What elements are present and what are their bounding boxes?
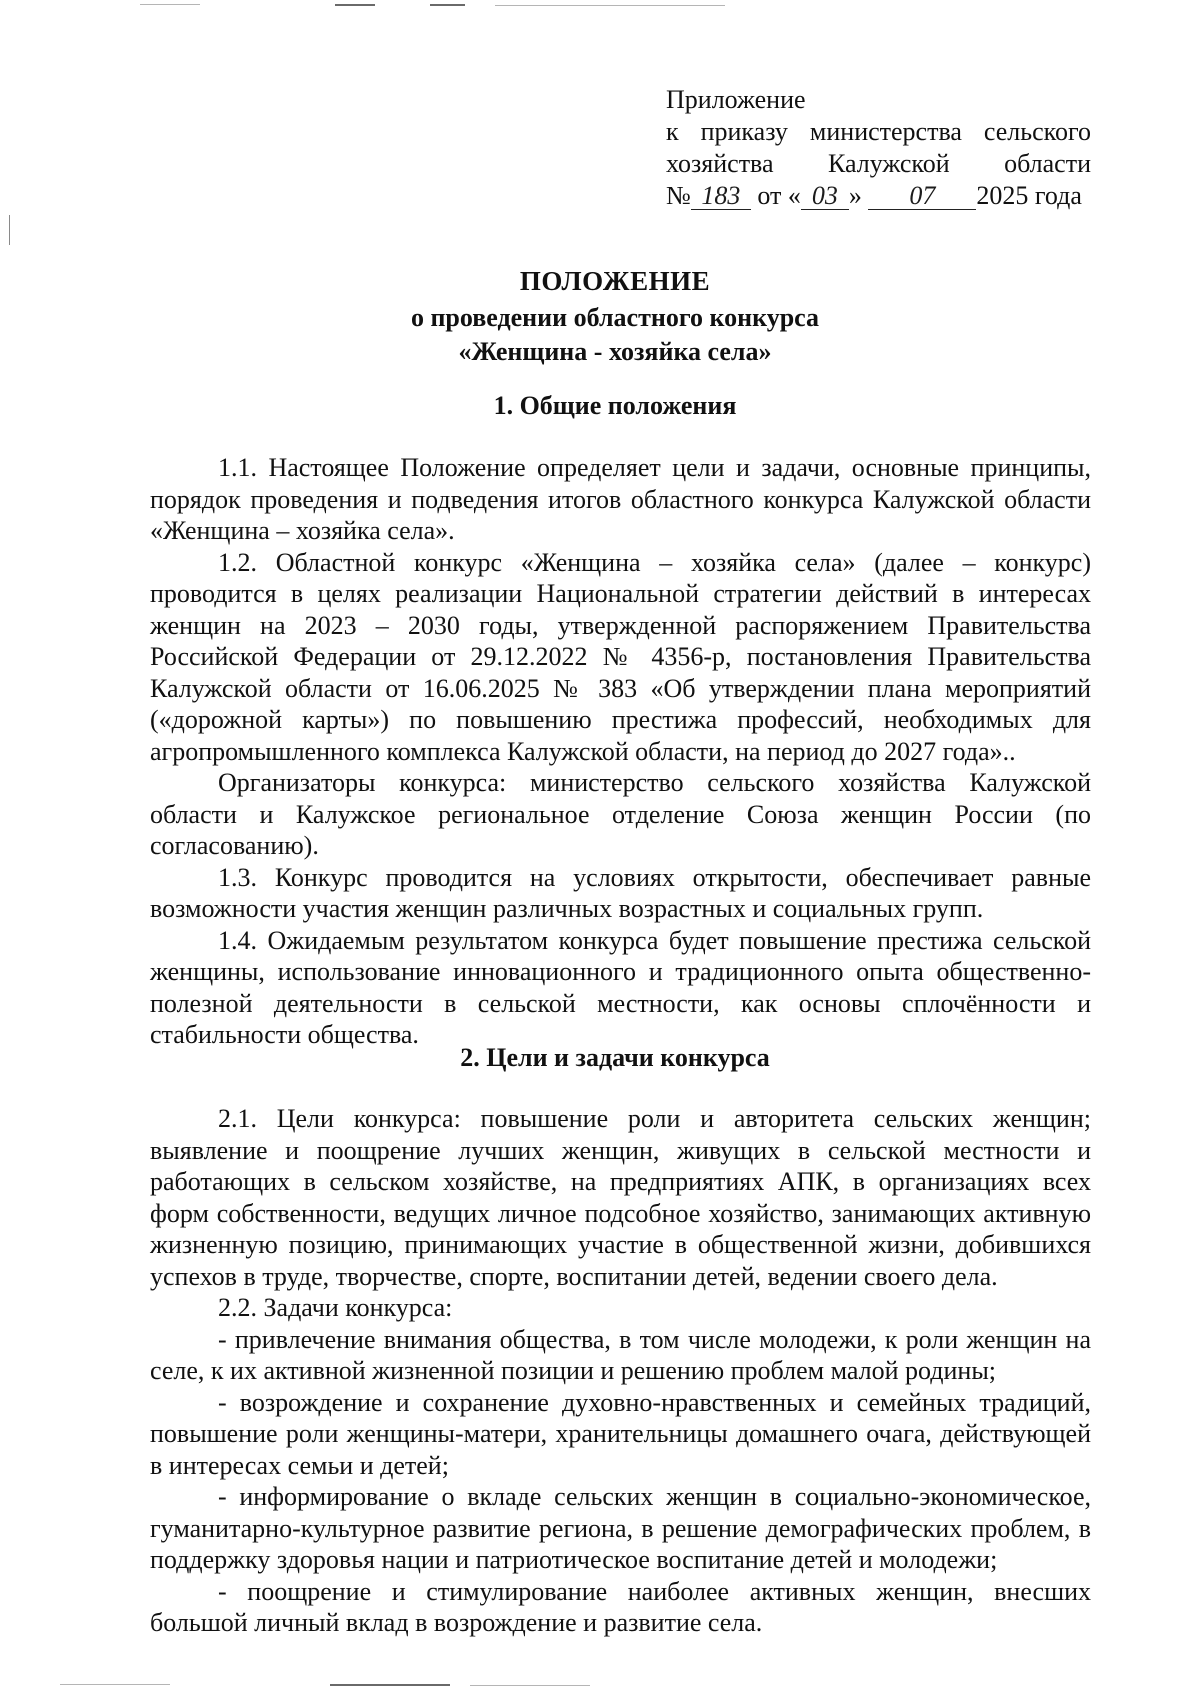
quote-close: » (848, 181, 862, 210)
annex-line: к приказу министерства сельского (666, 117, 1091, 146)
annex-line: Приложение (666, 85, 806, 114)
handwritten-order-number: 183 (691, 183, 751, 210)
scan-artifact-top (140, 4, 200, 5)
paragraph: 2.1. Цели конкурса: повышение роли и авторитета сельских женщин; выявление и поощрение лучших женщин, живущих в сельской местности и работающих в сельском хозяйстве, на предприятиях АПК, в организациях всех форм собственности, ведущих личное подсобное хозяйство, занимающих активную жизненную позицию, принимающих участие в общественной жизни, добившихся успехов в труде, творчестве, спорте, воспитании детей, ведении своего дела. (150, 1104, 1091, 1291)
date-label: от « (757, 181, 801, 210)
scan-artifact-top (335, 4, 375, 6)
scan-artifact-bottom (330, 1684, 450, 1686)
scan-artifact-top (430, 4, 465, 6)
annex-block (666, 84, 1091, 212)
list-item: - информирование о вкладе сельских женщин в социально-экономическое, гуманитарно-культурное развитие региона, в решение демографических проблем, в поддержку здоровья нации и патриотическое воспитание детей и молодежи; (150, 1482, 1091, 1574)
order-number-line (666, 180, 1091, 212)
year-text: 2025 года (976, 181, 1082, 210)
list-item: - поощрение и стимулирование наиболее активных женщин, внесших большой личный вклад в возрождение и развитие села. (150, 1576, 1091, 1637)
paragraph: 1.1. Настоящее Положение определяет цели и задачи, основные принципы, порядок проведения и подведения итогов областного конкурса Калужской области «Женщина – хозяйка села». (150, 453, 1091, 545)
scan-artifact-bottom (60, 1684, 170, 1685)
document-subtitle: «Женщина - хозяйка села» (458, 337, 772, 366)
paragraph: Организаторы конкурса: министерство сельского хозяйства Калужской области и Калужское региональное отделение Союза женщин России (по согласованию). (150, 768, 1091, 860)
handwritten-month: 07 (868, 183, 976, 210)
paragraph: 1.4. Ожидаемым результатом конкурса будет повышение престижа сельской женщины, использование инновационного и традиционного опыта общественно-полезной деятельности в сельской местности, как основы сплочённости и стабильности общества. (150, 925, 1091, 1049)
annex-line: хозяйства Калужской области (666, 149, 1091, 178)
list-item: - возрождение и сохранение духовно-нравственных и семейных традиций, повышение роли женщины-матери, хранительницы домашнего очага, действующей в интересах семьи и детей; (150, 1387, 1091, 1480)
paragraph: 1.3. Конкурс проводится на условиях открытости, обеспечивает равные возможности участия женщин различных возрастных и социальных групп. (150, 862, 1091, 923)
document-subtitle: о проведении областного конкурса (410, 303, 820, 332)
scan-artifact-top (495, 5, 725, 6)
paragraph: 1.2. Областной конкурс «Женщина – хозяйка села» (далее – конкурс) проводится в целях реализации Национальной стратегии действий в интересах женщин на 2023 – 2030 годы, утвержденной распоряжением Правительства Российской Федерации от 29.12.2022 № 4356-р, постановления Правительства Калужской области от 16.06.2025 № 383 «Об утверждении плана мероприятий («дорожной карты») по повышению престижа профессий, необходимых для агропромышленного комплекса Калужской области, на период до 2027 года».. (150, 547, 1091, 766)
list-item: - привлечение внимания общества, в том числе молодежи, к роли женщин на селе, к их активной жизненной позиции и решению проблем малой родины; (150, 1324, 1091, 1385)
paragraph: 2.2. Задачи конкурса: (218, 1293, 453, 1322)
section-heading: 2. Цели и задачи конкурса (460, 1043, 770, 1072)
section-1-body (150, 452, 1091, 1051)
number-sign: № (666, 181, 691, 210)
section-2-body (150, 1103, 1091, 1639)
scan-artifact-bottom (470, 1685, 590, 1686)
document-title: ПОЛОЖЕНИЕ (519, 266, 711, 296)
section-heading: 1. Общие положения (493, 391, 737, 420)
margin-mark (9, 215, 10, 245)
handwritten-day: 03 (801, 183, 849, 210)
